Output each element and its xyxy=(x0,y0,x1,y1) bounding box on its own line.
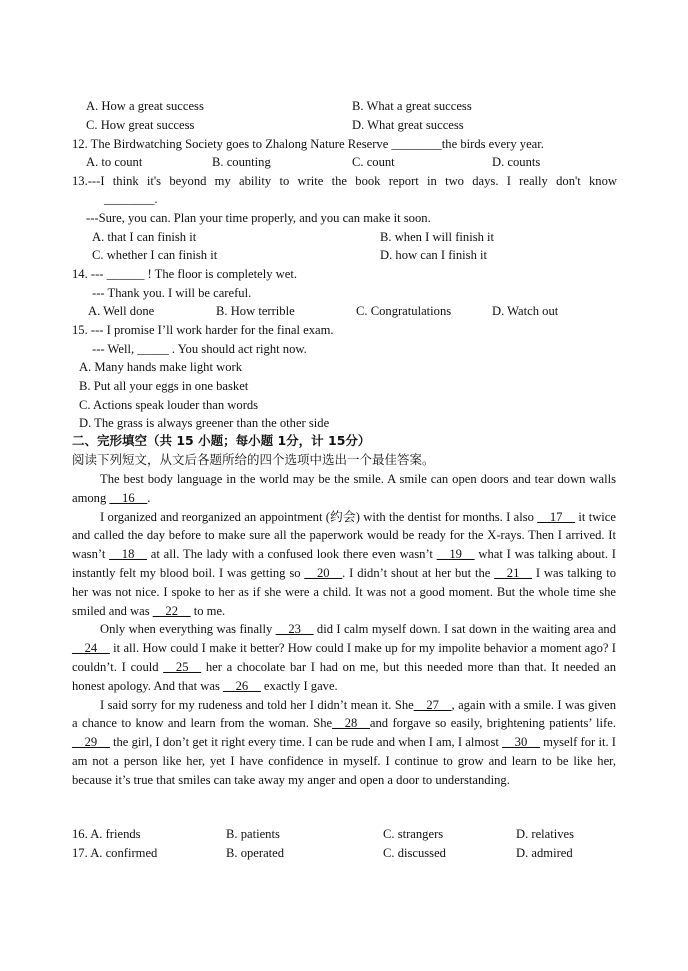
q13-stem: 13.---I think it's beyond my ability to write the book report in two days. I really don't know xyxy=(72,174,617,188)
q17-option-c: C. discussed xyxy=(383,846,446,860)
cloze-blank: __20__ xyxy=(304,565,343,580)
q13-option-b: B. when I will finish it xyxy=(380,230,495,244)
q13-option-a: A. that I can finish it xyxy=(92,230,197,244)
cloze-blank: __22__ xyxy=(152,603,191,618)
cloze-blank: __30__ xyxy=(502,735,540,750)
paragraph-2 xyxy=(72,508,616,621)
q11-option-c: C. How great success xyxy=(86,118,195,132)
q15-option-c: C. Actions speak louder than words xyxy=(79,398,259,412)
q17-option-d: D. admired xyxy=(516,846,573,860)
section-heading: 二、完形填空（共 15 小题；每小题 1分，计 15分） xyxy=(72,433,371,448)
passage-text: exactly I gave. xyxy=(260,678,338,693)
q14-option-d: D. Watch out xyxy=(492,304,559,318)
passage-text: did I calm myself down. I sat down in the waiting area and xyxy=(313,622,617,637)
q14-option-c: C. Congratulations xyxy=(356,304,452,318)
passage-text: I organized and reorganized an appointment (约会) with the dentist for months. I also xyxy=(100,509,538,524)
passage-text: it twice and called the day before to make sure all the paperwork would be ready for the X-rays. Then I arrived. It wasn’t xyxy=(72,509,616,562)
q15-option-d: D. The grass is always greener than the other side xyxy=(79,416,330,430)
passage-text: her a chocolate bar I had on me, but this needed more than that. It needed an honest apology. And that was xyxy=(72,659,616,693)
passage-text: I was talking to her was not nice. I spoke to her as if she were a child. It was not a good moment. But the whole time she smiled and was xyxy=(72,565,616,618)
cloze-blank: __29__ xyxy=(72,735,110,750)
cloze-blank: __19__ xyxy=(436,547,475,562)
q16-option-d: D. relatives xyxy=(516,827,575,841)
passage-text: it all. How could I make it better? How could I make up for my impolite behavior a moment ago? I couldn’t. I could xyxy=(72,641,616,674)
passage-text: the girl, I don’t get it right every time. I can be rude and when I am, I almost xyxy=(109,735,503,750)
q15-option-a: A. Many hands make light work xyxy=(79,360,242,374)
q13-option-c: C. whether I can finish it xyxy=(92,248,218,262)
q12-option-d: D. counts xyxy=(492,155,541,169)
q13-reply: ---Sure, you can. Plan your time properly, and you can make it soon. xyxy=(86,211,431,225)
q12-stem: 12. The Birdwatching Society goes to Zhalong Nature Reserve ________the birds every year. xyxy=(72,137,544,151)
q13-blank: ________. xyxy=(104,192,158,206)
section-instruction: 阅读下列短文，从文后各题所给的四个选项中选出一个最佳答案。 xyxy=(72,452,435,467)
passage-text: to me. xyxy=(190,603,226,618)
passage-text: what I was talking about. I instantly felt my blood boil. I was getting so xyxy=(72,547,616,580)
cloze-blank: __24__ xyxy=(72,641,110,656)
q11-option-b: B. What a great success xyxy=(352,99,472,113)
passage-text: . xyxy=(147,490,151,505)
cloze-blank: __28__ xyxy=(332,716,370,731)
q16-option-b: B. patients xyxy=(226,827,280,841)
paragraph-4 xyxy=(72,696,616,790)
q12-option-b: B. counting xyxy=(212,155,271,169)
paragraph-3 xyxy=(72,620,616,695)
cloze-blank: __21__ xyxy=(494,565,532,580)
passage-text: at all. The lady with a confused look there even wasn’t xyxy=(146,547,437,562)
q17-option-b: B. operated xyxy=(226,846,285,860)
cloze-blank: __23__ xyxy=(275,622,314,637)
q15-option-b: B. Put all your eggs in one basket xyxy=(79,379,249,393)
paragraph-1 xyxy=(72,470,616,508)
q14-option-b: B. How terrible xyxy=(216,304,295,318)
q14-option-a: A. Well done xyxy=(88,304,155,318)
q16-option-c: C. strangers xyxy=(383,827,444,841)
passage-text: myself for it. I am not a person like her, yet I have confidence in myself. I continue to grow and learn to be like her, because it’s true that smiles can take away my anger and open a door to understanding. xyxy=(72,735,616,787)
q15-reply: --- Well, _____ . You should act right now. xyxy=(92,342,307,356)
passage-text: . I didn’t shout at her but the xyxy=(342,565,495,580)
cloze-blank: __17__ xyxy=(537,509,576,524)
q12-option-c: C. count xyxy=(352,155,395,169)
q17-option-a: 17. A. confirmed xyxy=(72,846,158,860)
q15-stem: 15. --- I promise I’ll work harder for the final exam. xyxy=(72,323,334,337)
passage-text: , again with a smile. I was given a chance to know and learn from the woman. She xyxy=(72,697,616,731)
cloze-blank: __27__ xyxy=(413,697,452,712)
passage-text: and forgave so easily, brightening patients’ life. xyxy=(369,716,616,731)
cloze-blank: __26__ xyxy=(223,678,261,693)
passage-text: Only when everything was finally xyxy=(100,622,276,637)
q16-option-a: 16. A. friends xyxy=(72,827,141,841)
passage xyxy=(72,470,616,790)
cloze-blank: __16__ xyxy=(109,490,148,505)
cloze-blank: __25__ xyxy=(163,659,202,674)
passage-text: I said sorry for my rudeness and told her I didn’t mean it. She xyxy=(100,697,414,712)
q14-reply: --- Thank you. I will be careful. xyxy=(92,286,252,300)
q12-option-a: A. to count xyxy=(86,155,143,169)
q11-option-d: D. What great success xyxy=(352,118,464,132)
passage-text: The best body language in the world may be the smile. A smile can open doors and tear down walls among xyxy=(72,472,616,505)
q13-option-d: D. how can I finish it xyxy=(380,248,488,262)
cloze-blank: __18__ xyxy=(109,547,147,562)
q14-stem: 14. --- ______ ! The floor is completely wet. xyxy=(72,267,298,281)
q11-option-a: A. How a great success xyxy=(86,99,204,113)
